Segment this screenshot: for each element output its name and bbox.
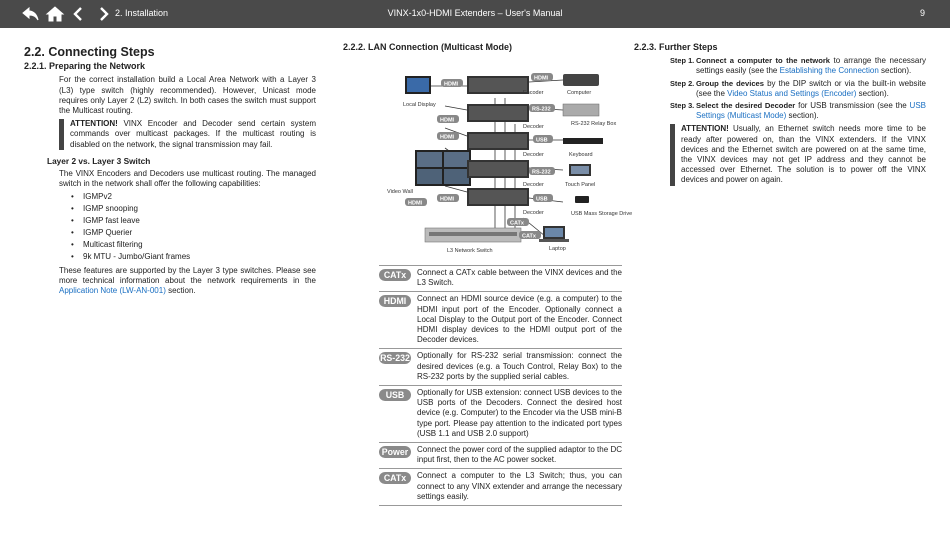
list-item: • Multicast filtering (83, 240, 316, 250)
paragraph-features-supported (59, 266, 316, 297)
text-span: section). (786, 111, 819, 121)
network-switch-icon (425, 228, 521, 242)
list-item: • IGMP Querier (83, 228, 316, 238)
legend-row (379, 469, 622, 506)
step-label: Step 2. (670, 78, 695, 88)
text-span: These features are supported by the Layer 3 type switches. Please see more technical information about the network requirements in the (59, 265, 316, 285)
legend-row (379, 292, 622, 349)
attention-label: ATTENTION! (70, 119, 118, 129)
badge-catx: CATx (379, 269, 411, 281)
section-title: 2. Installation (115, 8, 169, 18)
tag-hdmi: HDMI (440, 117, 455, 124)
video-wall-icon (415, 150, 471, 186)
video-status-settings-link[interactable]: Video Status and Settings (Encoder) (727, 88, 857, 98)
label-network-switch: L3 Network Switch (447, 248, 493, 254)
computer-icon (563, 74, 599, 86)
keyboard-icon (563, 138, 603, 144)
list-item: • IGMP snooping (83, 204, 316, 214)
label-laptop: Laptop (549, 246, 566, 252)
tag-rs232: RS-232 (532, 106, 551, 113)
legend-text: Connect the power cord of the supplied adaptor to the DC input first, then to the AC power socket. (417, 445, 622, 465)
heading-connecting-steps: 2.2. Connecting Steps (24, 45, 155, 59)
tag-hdmi: HDMI (440, 134, 455, 141)
step-3 (670, 101, 926, 121)
label-decoder: Decoder (523, 182, 544, 188)
label-computer: Computer (567, 90, 592, 96)
text-span: section). (856, 88, 889, 98)
heading-preparing-network: 2.2.1. Preparing the Network (24, 61, 146, 72)
badge-rs232: RS-232 (380, 353, 410, 364)
label-video-wall: Video Wall (387, 189, 413, 195)
decoder-device (467, 188, 529, 206)
attention-text: VINX Encoder and Decoder send certain system commands over multicast packages. If the multicast routing is disabled on the network, the signal transmission may fail. (70, 119, 316, 149)
tag-usb: USB (536, 196, 548, 203)
badge-usb: USB (379, 389, 411, 401)
legend-text: Optionally for USB extension: connect USB devices to the USB ports of the Decoders. Connect the desired host device (e.g. Computer) to the Encoder via the USB mini-B type port. Please pay attention to the indicated port types (USB 1.1 and USB 2.0 support) (417, 388, 622, 438)
label-decoder: Decoder (523, 152, 544, 158)
legend-text: Optionally for RS-232 serial transmission: connect the desired devices (e.g. a Touch Control, Relay Box) to the RS-232 ports by the supplied serial cables. (417, 351, 622, 381)
decoder-device (467, 160, 529, 178)
attention-label: ATTENTION! (681, 124, 729, 134)
step-2 (670, 79, 926, 99)
encoder-device (467, 76, 529, 94)
badge-catx: CATx (379, 472, 411, 484)
steps-list (670, 56, 926, 121)
text-span: section. (165, 286, 196, 296)
tag-hdmi: HDMI (440, 196, 455, 203)
step-bold: Select the desired Decoder (696, 101, 796, 111)
list-item: • 9k MTU - Jumbo/Giant frames (83, 252, 316, 262)
step-text (696, 56, 926, 76)
legend-row (379, 265, 622, 292)
legend-row (379, 349, 622, 386)
paragraph-capabilities-intro: The VINX Encoders and Decoders use multicast routing. The managed switch in the network shall offer the following capabilities: (59, 169, 316, 189)
attention-note-multicast (59, 119, 316, 150)
laptop-icon (539, 226, 569, 242)
column-left (24, 40, 316, 299)
label-decoder: Decoder (523, 210, 544, 216)
heading-further-steps: 2.2.3. Further Steps (634, 42, 718, 52)
establishing-connection-link[interactable]: Establishing the Connection (779, 66, 879, 76)
page-number: 9 (919, 8, 925, 18)
label-keyboard: Keyboard (569, 152, 593, 158)
text-span: section). (878, 66, 912, 76)
text-span: by the DIP switch or via the built-in website (see the (696, 78, 926, 98)
paragraph-switch-requirement: For the correct installation build a Local Area Network with a Layer 3 (L3) type switch (highly recommended). However, Unicast mode requires only Layer 2 (L2) switch. In both cases the switch must support the Multicast routing. (59, 75, 316, 116)
usb-settings-link[interactable]: USB Settings (Multicast Mode) (696, 101, 926, 121)
touch-panel-icon (569, 164, 591, 176)
decoder-device (467, 104, 529, 122)
tag-catx: CATx (510, 220, 524, 227)
step-bold: Group the devices (696, 78, 764, 88)
text-span: for USB transmission (see the (795, 101, 910, 111)
tag-hdmi: HDMI (408, 200, 423, 207)
document-title: VINX-1x0-HDMI Extenders – User's Manual (387, 8, 563, 18)
list-item: • IGMPv2 (83, 192, 316, 202)
legend-text: Connect a computer to the L3 Switch; thus, you can connect to any VINX extender and arrange the necessary settings easily. (417, 471, 622, 501)
lan-connection-diagram (387, 68, 633, 256)
heading-lan-connection: 2.2.2. LAN Connection (Multicast Mode) (343, 42, 513, 52)
label-decoder: Decoder (523, 124, 544, 130)
capabilities-list (83, 192, 316, 262)
tag-rs232: RS-232 (532, 169, 551, 176)
tag-hdmi: HDMI (534, 75, 549, 82)
list-item: • IGMP fast leave (83, 216, 316, 226)
label-encoder: Encoder (523, 90, 544, 96)
decoder-device (467, 132, 529, 150)
tag-catx: CATx (522, 233, 536, 240)
legend-text: Connect an HDMI source device (e.g. a computer) to the HDMI input port of the Encoder. Optionally connect a Local Display to the Output port of the Encoder. Connect HDMI display devices to the HDMI output port of the Decoder devices. (417, 294, 622, 345)
heading-layer2-vs-layer3: Layer 2 vs. Layer 3 Switch (47, 155, 151, 166)
relay-box-icon (563, 104, 599, 116)
label-usb-storage: USB Mass Storage Drive (571, 211, 633, 217)
legend-row (379, 386, 622, 443)
legend-row (379, 443, 622, 469)
text-span: to arrange the necessary settings easily (see the (696, 56, 927, 76)
legend-text: Connect a CATx cable between the VINX devices and the L3 Switch. (417, 268, 622, 288)
label-touch-panel: Touch Panel (565, 182, 596, 188)
step-label: Step 3. (670, 101, 695, 111)
usb-drive-icon (575, 196, 589, 203)
column-right (634, 40, 926, 191)
attention-note-switch (670, 124, 926, 185)
badge-power: Power (379, 446, 411, 458)
step-bold: Connect a computer to the network (696, 56, 831, 66)
header-bar (0, 0, 950, 28)
step-label: Step 1. (670, 56, 695, 66)
local-display-icon (405, 76, 431, 94)
column-middle (343, 40, 623, 56)
tag-hdmi: HDMI (444, 81, 459, 88)
label-local-display: Local Display (403, 102, 436, 108)
step-text (696, 101, 926, 121)
attention-text: Usually, an Ethernet switch needs more time to be ready after powered on, than the VINX extenders. If the VINX devices and the Ethernet switch are powered on at the same time, the VINX devices may not get IP address and they cannot be accessed over Ethernet. The solution is to power off the VINX devices and power on again. (681, 124, 926, 185)
application-note-link[interactable]: Application Note (LW-AN-001) (59, 286, 166, 296)
connection-legend (379, 265, 622, 506)
tag-usb: USB (536, 137, 548, 144)
step-text (696, 79, 926, 99)
label-relay-box: RS-232 Relay Box (571, 121, 617, 127)
badge-hdmi: HDMI (379, 295, 411, 307)
step-1 (670, 56, 926, 76)
